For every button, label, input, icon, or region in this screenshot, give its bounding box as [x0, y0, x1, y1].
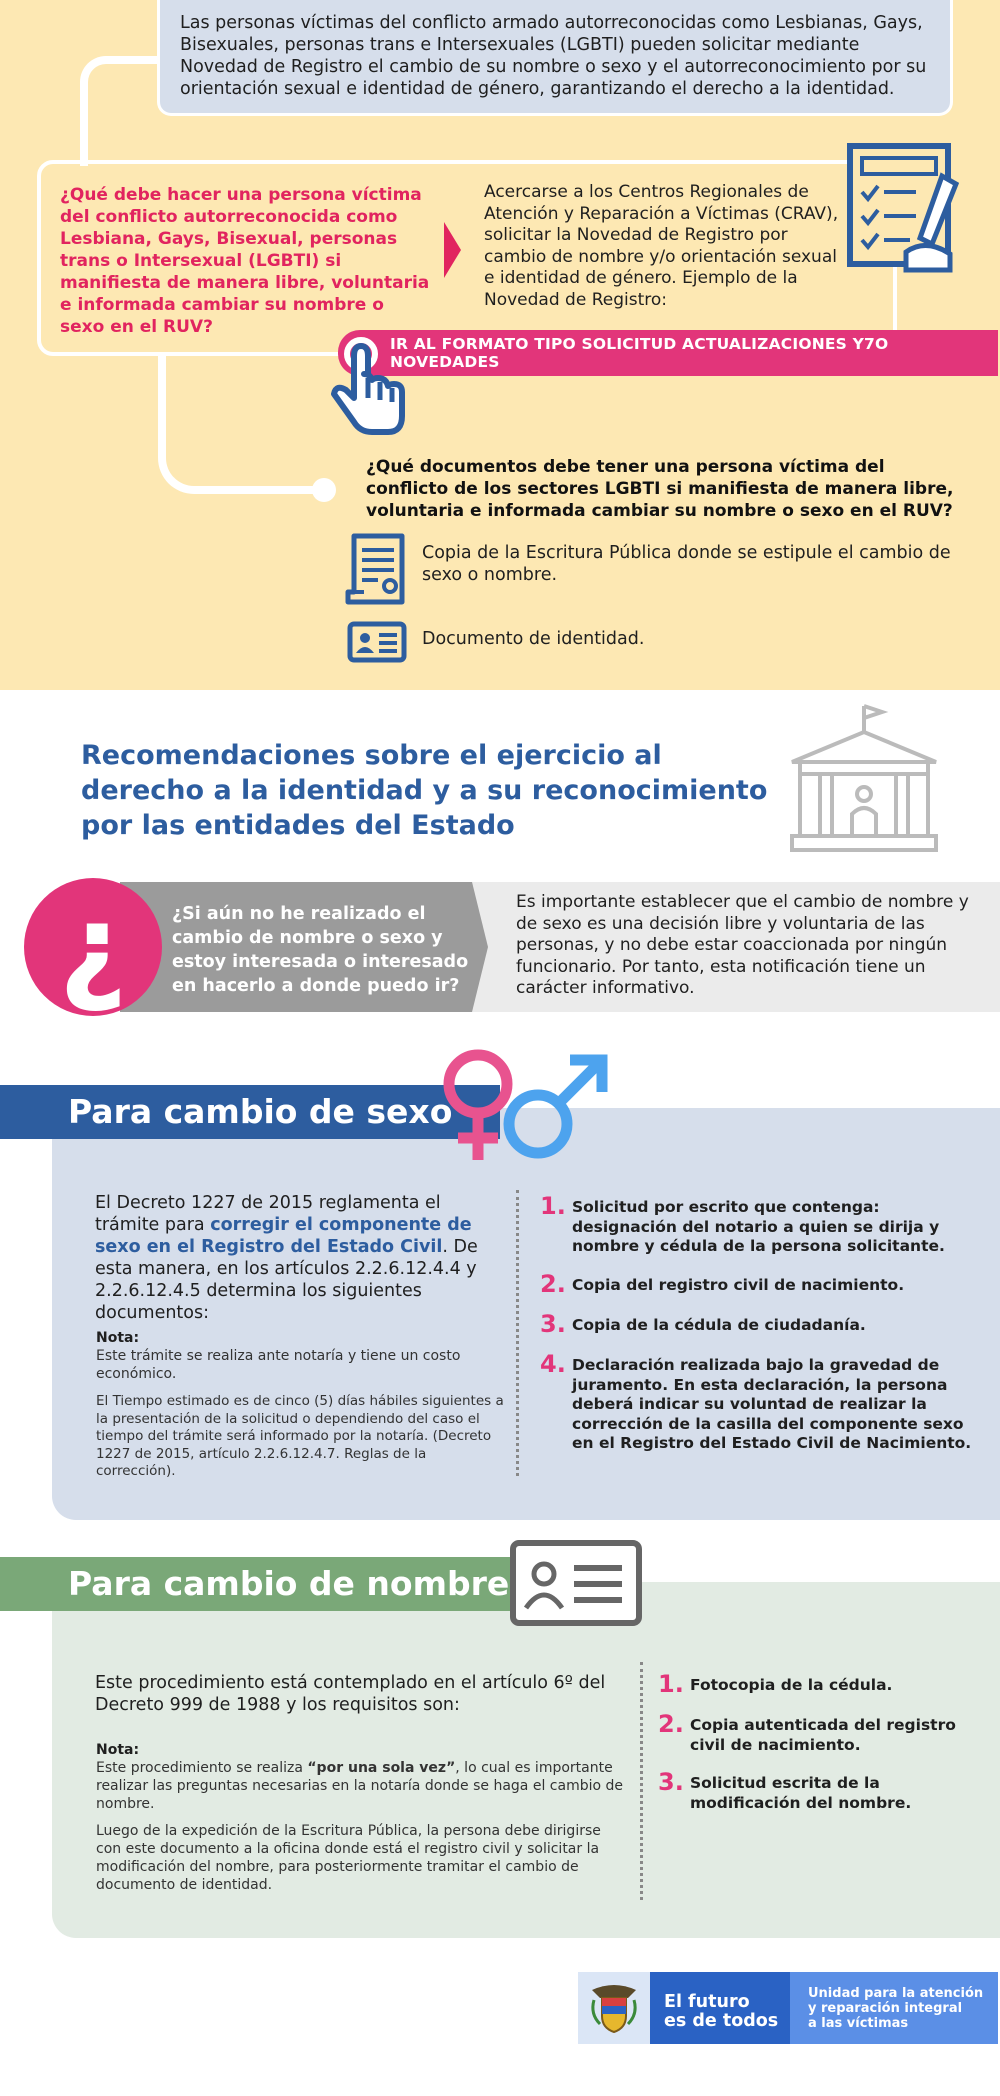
sex-change-desc-end: . De esta manera, en los artículos 2.2.6.12.4.4 y 2.2.6.12.4.5 determina los siguientes documentos: [95, 1237, 478, 1323]
requirement-number: 1. [658, 1670, 684, 1698]
sex-change-description [95, 1192, 505, 1324]
coat-of-arms-icon [588, 1980, 640, 2036]
requirement-number: 3. [658, 1768, 684, 1796]
answer-what-to-do: Acercarse a los Centros Regionales de Atención y Reparación a Víctimas (CRAV), solicitar la Novedad de Registro por cambio de nombre y/o orientación sexual e identidad de género. Ejemplo de la Novedad de Registro: [484, 182, 839, 310]
sex-change-desc-highlight: corregir el componente de sexo en el Registro del Estado Civil [95, 1215, 472, 1257]
dotted-divider [516, 1190, 519, 1476]
requirement-text: Solicitud por escrito que contenga: designación del notario a quien se dirija y nombre y cédula de la persona solicitante. [572, 1198, 945, 1255]
slogan-line-1: El futuro [664, 1992, 750, 2012]
name-note-bold: “por una sola vez” [307, 1760, 456, 1776]
name-change-note-title: Nota: [96, 1742, 140, 1758]
hand-pointer-icon [328, 334, 408, 438]
intro-text: Las personas víctimas del conflicto armado autorreconocidas como Lesbianas, Gays, Bisexuales, personas trans e Intersexuales (LGBTI) pueden solicitar mediante Novedad de Registro el cambio de su nombre o sexo y el autorreconocimiento por su orientación sexual e identidad de género, garantizando el derecho a la identidad. [180, 13, 927, 99]
id-card-icon [347, 621, 407, 663]
sex-change-desc-start: El Decreto 1227 de 2015 reglamenta el trámite para [95, 1193, 441, 1235]
sex-change-note-title: Nota: [96, 1330, 140, 1346]
slogan-block [650, 1972, 790, 2044]
name-note-start: Este procedimiento se realiza [96, 1760, 308, 1776]
requirement-number: 2. [658, 1710, 684, 1738]
question-where-to-go: ¿Si aún no he realizado el cambio de nombre o sexo y estoy interesada o interesado en hacerlo a donde puedo ir? [172, 904, 469, 996]
arrow-right-icon [444, 222, 461, 278]
requirement-text: Copia del registro civil de nacimiento. [572, 1276, 905, 1294]
requirement-text: Copia de la cédula de ciudadanía. [572, 1316, 866, 1334]
form-pen-icon [846, 142, 962, 278]
format-request-button[interactable] [338, 330, 998, 376]
answer-where-to-go: Es importante establecer que el cambio de nombre y de sexo es una decisión libre y voluntaria de las personas, y no debe estar coaccionada por ningún funcionario. Por tanto, esta notificación tiene un carácter informativo. [516, 892, 969, 998]
slogan-line-2: es de todos [664, 2011, 779, 2031]
deed-document-icon [344, 532, 412, 606]
unit-line-1: Unidad para la atención [808, 1986, 984, 2001]
intro-box [157, 0, 953, 116]
unit-line-2: y reparación integral [808, 2001, 963, 2016]
document-item-id: Documento de identidad. [422, 629, 645, 649]
name-note-end: , lo cual es importante realizar las preguntas necesarias en la notaría donde se haga el cambio de nombre. [96, 1760, 623, 1812]
connector-line-bottom [158, 354, 328, 494]
requirement-number: 1. [540, 1192, 566, 1220]
sex-change-note-time: El Tiempo estimado es de cinco (5) días hábiles siguientes a la presentación de la solicitud o dependiendo del caso el tiempo del trámite será informado por la notaría. (Decreto 1227 de 2015, artículo 2.2.6.12.4.7. Reglas de la corrección). [96, 1393, 504, 1479]
question-what-to-do: ¿Qué debe hacer una persona víctima del conflicto autorreconocida como Lesbiana, Gays, Bisexual, personas trans o Intersexual (LGBTI) si manifiesta de manera libre, voluntaria e informada cambiar su nombre o sexo en el RUV? [60, 185, 430, 337]
name-change-title: Para cambio de nombre [68, 1564, 510, 1603]
sex-change-note-cost: Este trámite se realiza ante notaría y tiene un costo económico. [96, 1348, 461, 1382]
question-mark-icon: ¿ [24, 878, 162, 1016]
connector-dot [312, 478, 336, 502]
requirement-text: Fotocopia de la cédula. [690, 1676, 893, 1694]
format-request-label: IR AL FORMATO TIPO SOLICITUD ACTUALIZACIONES Y7O NOVEDADES [390, 335, 889, 371]
government-building-icon [786, 702, 942, 858]
name-change-note-once [96, 1759, 626, 1813]
document-item-deed: Copia de la Escritura Pública donde se estipule el cambio de sexo o nombre. [422, 543, 951, 585]
requirement-text: Solicitud escrita de la modificación del nombre. [690, 1774, 912, 1812]
recommendations-title: Recomendaciones sobre el ejercicio al derecho a la identidad y a su reconocimiento por las entidades del Estado [81, 740, 768, 841]
requirement-number: 2. [540, 1270, 566, 1298]
requirement-number: 4. [540, 1350, 566, 1378]
gender-symbols-icon [440, 1046, 612, 1166]
requirement-text: Declaración realizada bajo la gravedad de juramento. En esta declaración, la persona deberá indicar su voluntad de realizar la corrección de la casilla del componente sexo en el Registro del Estado Civil de Nacimiento. [572, 1356, 972, 1452]
name-change-note-after: Luego de la expedición de la Escritura Pública, la persona debe dirigirse con este documento a la oficina donde está el registro civil y solicitar la modificación del nombre, para posteriormente tramitar el cambio de documento de identidad. [96, 1823, 601, 1893]
name-change-description: Este procedimiento está contemplado en el artículo 6º del Decreto 999 de 1988 y los requisitos son: [95, 1673, 606, 1715]
question-documents: ¿Qué documentos debe tener una persona víctima del conflicto de los sectores LGBTI si manifiesta de manera libre, voluntaria e informada cambiar su nombre o sexo en el RUV? [366, 457, 954, 521]
dotted-divider [640, 1662, 643, 1900]
requirement-text: Copia autenticada del registro civil de nacimiento. [690, 1716, 956, 1754]
id-profile-icon [508, 1538, 644, 1628]
requirement-number: 3. [540, 1310, 566, 1338]
sex-change-title: Para cambio de sexo [68, 1092, 453, 1131]
unit-line-3: a las víctimas [808, 2016, 909, 2031]
victims-unit-logo [790, 1972, 998, 2044]
